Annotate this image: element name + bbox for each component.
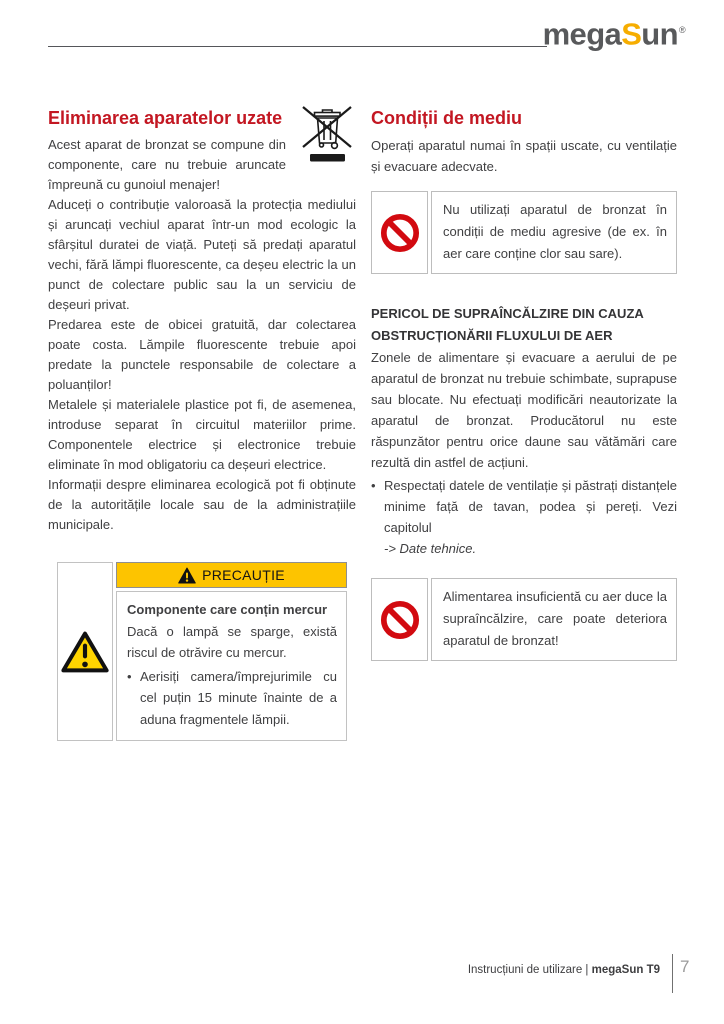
caution-header-label: PRECAUȚIE [202, 567, 285, 583]
alert-triangle-icon [178, 567, 196, 584]
caution-bullet [127, 666, 337, 731]
registered-trademark-icon: ® [678, 25, 685, 35]
warning-triangle-icon [57, 562, 113, 741]
page-number: 7 [680, 957, 690, 976]
paragraph-disposal-1: Acest aparat de bronzat se compune din componente, care nu trebuie aruncate împreună cu gunoiul menajer! [48, 137, 286, 192]
paragraph-disposal-3: Predarea este de obicei gratuită, dar colectarea poate costa. Lămpile fluorescente trebuie apoi predate la punctele responsabile de colectare a poluanților! [48, 317, 356, 392]
section-title-disposal: Eliminarea aparatelor uzate [48, 108, 283, 128]
warning-text-aggressive-environment: Nu utilizați aparatul de bronzat în condiții de mediu agresive (de ex. în aer care conține clor sau sare). [431, 191, 677, 274]
logo-prefix: mega [542, 16, 622, 52]
caution-bullet-text: Aerisiți camera/împrejurimile cu cel puțin 15 minute înainte de a aduna fragmentele lămpii. [140, 668, 337, 727]
caution-box-mercury [57, 562, 347, 741]
overheat-section-heading: PERICOL DE SUPRAÎNCĂLZIRE DIN CAUZA OBSTRUCȚIONĂRII FLUXULUI DE AER [371, 306, 644, 343]
warning-box-aggressive-environment [371, 191, 677, 274]
right-column [371, 106, 677, 661]
prohibition-icon [371, 191, 428, 274]
caution-content [116, 591, 347, 741]
footer-text [468, 963, 660, 977]
bullet-marker: • [371, 478, 376, 493]
brand-logo [543, 12, 685, 52]
logo-accent-letter: S [621, 16, 642, 52]
left-column [48, 106, 356, 741]
weee-bin-icon [294, 102, 356, 168]
paragraph-disposal-2: Aduceți o contribuție valoroasă la protecția mediului și aruncați vechiul aparat într-un mod ecologic la sfârșitul duratei de viață. Puteți să predați aparatul vechi, fără lămpi fluorescente, ca deșeu electric la un punct de colectare public sau la un serviciu de deșeuri privat. [48, 197, 356, 312]
technical-data-reference: -> Date tehnice. [384, 541, 477, 556]
paragraph-disposal-5: Informații despre eliminarea ecologică pot fi obținute de la autoritățile locale sau de la administrațiile municipale. [48, 477, 356, 532]
overheat-paragraph: Zonele de alimentare și evacuare a aerului de pe aparatul de bronzat nu trebuie schimbate, suprapuse sau blocate. Nu efectuați modificări neautorizate la aparatul de bronzat. Producătorul nu este răspunzător pentru orice daune sau vătămări care rezultă din astfel de acțiuni. [371, 350, 677, 470]
caution-text: Dacă o lampă se sparge, există riscul de otrăvire cu mercur. [127, 623, 337, 660]
ventilation-bullet-text [384, 475, 677, 559]
prohibition-icon [371, 578, 428, 661]
ventilation-bullet [371, 475, 677, 559]
paragraph-environment-intro: Operați aparatul numai în spații uscate, cu ventilație și evacuare adecvate. [371, 138, 677, 174]
bullet-marker: • [127, 668, 132, 684]
caution-box-main [116, 562, 347, 741]
warning-text-insufficient-air: Alimentarea insuficientă cu aer duce la supraîncălzire, care poate deteriora aparatul de bronzat! [431, 578, 677, 661]
caution-title: Componente care conțin mercur [127, 602, 328, 617]
logo-suffix: un [641, 16, 678, 52]
footer-product-name: megaSun T9 [591, 964, 660, 976]
section-title-environment: Condiții de mediu [371, 108, 522, 128]
ventilation-bullet-body: Respectați datele de ventilație și păstrați distanțele minime față de tavan, podea și pereți. Vezi capitolul [384, 478, 677, 535]
footer-divider [672, 954, 673, 993]
paragraph-disposal-4: Metalele și materialele plastice pot fi, de asemenea, introduse separat în circuitul materiilor prime. Componentele electrice și electronice trebuie eliminate în mod obligatoriu ca deșeuri electrice. [48, 397, 356, 472]
header-rule [48, 46, 547, 47]
footer-label: Instrucțiuni de utilizare | [467, 964, 592, 976]
caution-header-bar [116, 562, 347, 588]
warning-box-insufficient-air [371, 578, 677, 661]
